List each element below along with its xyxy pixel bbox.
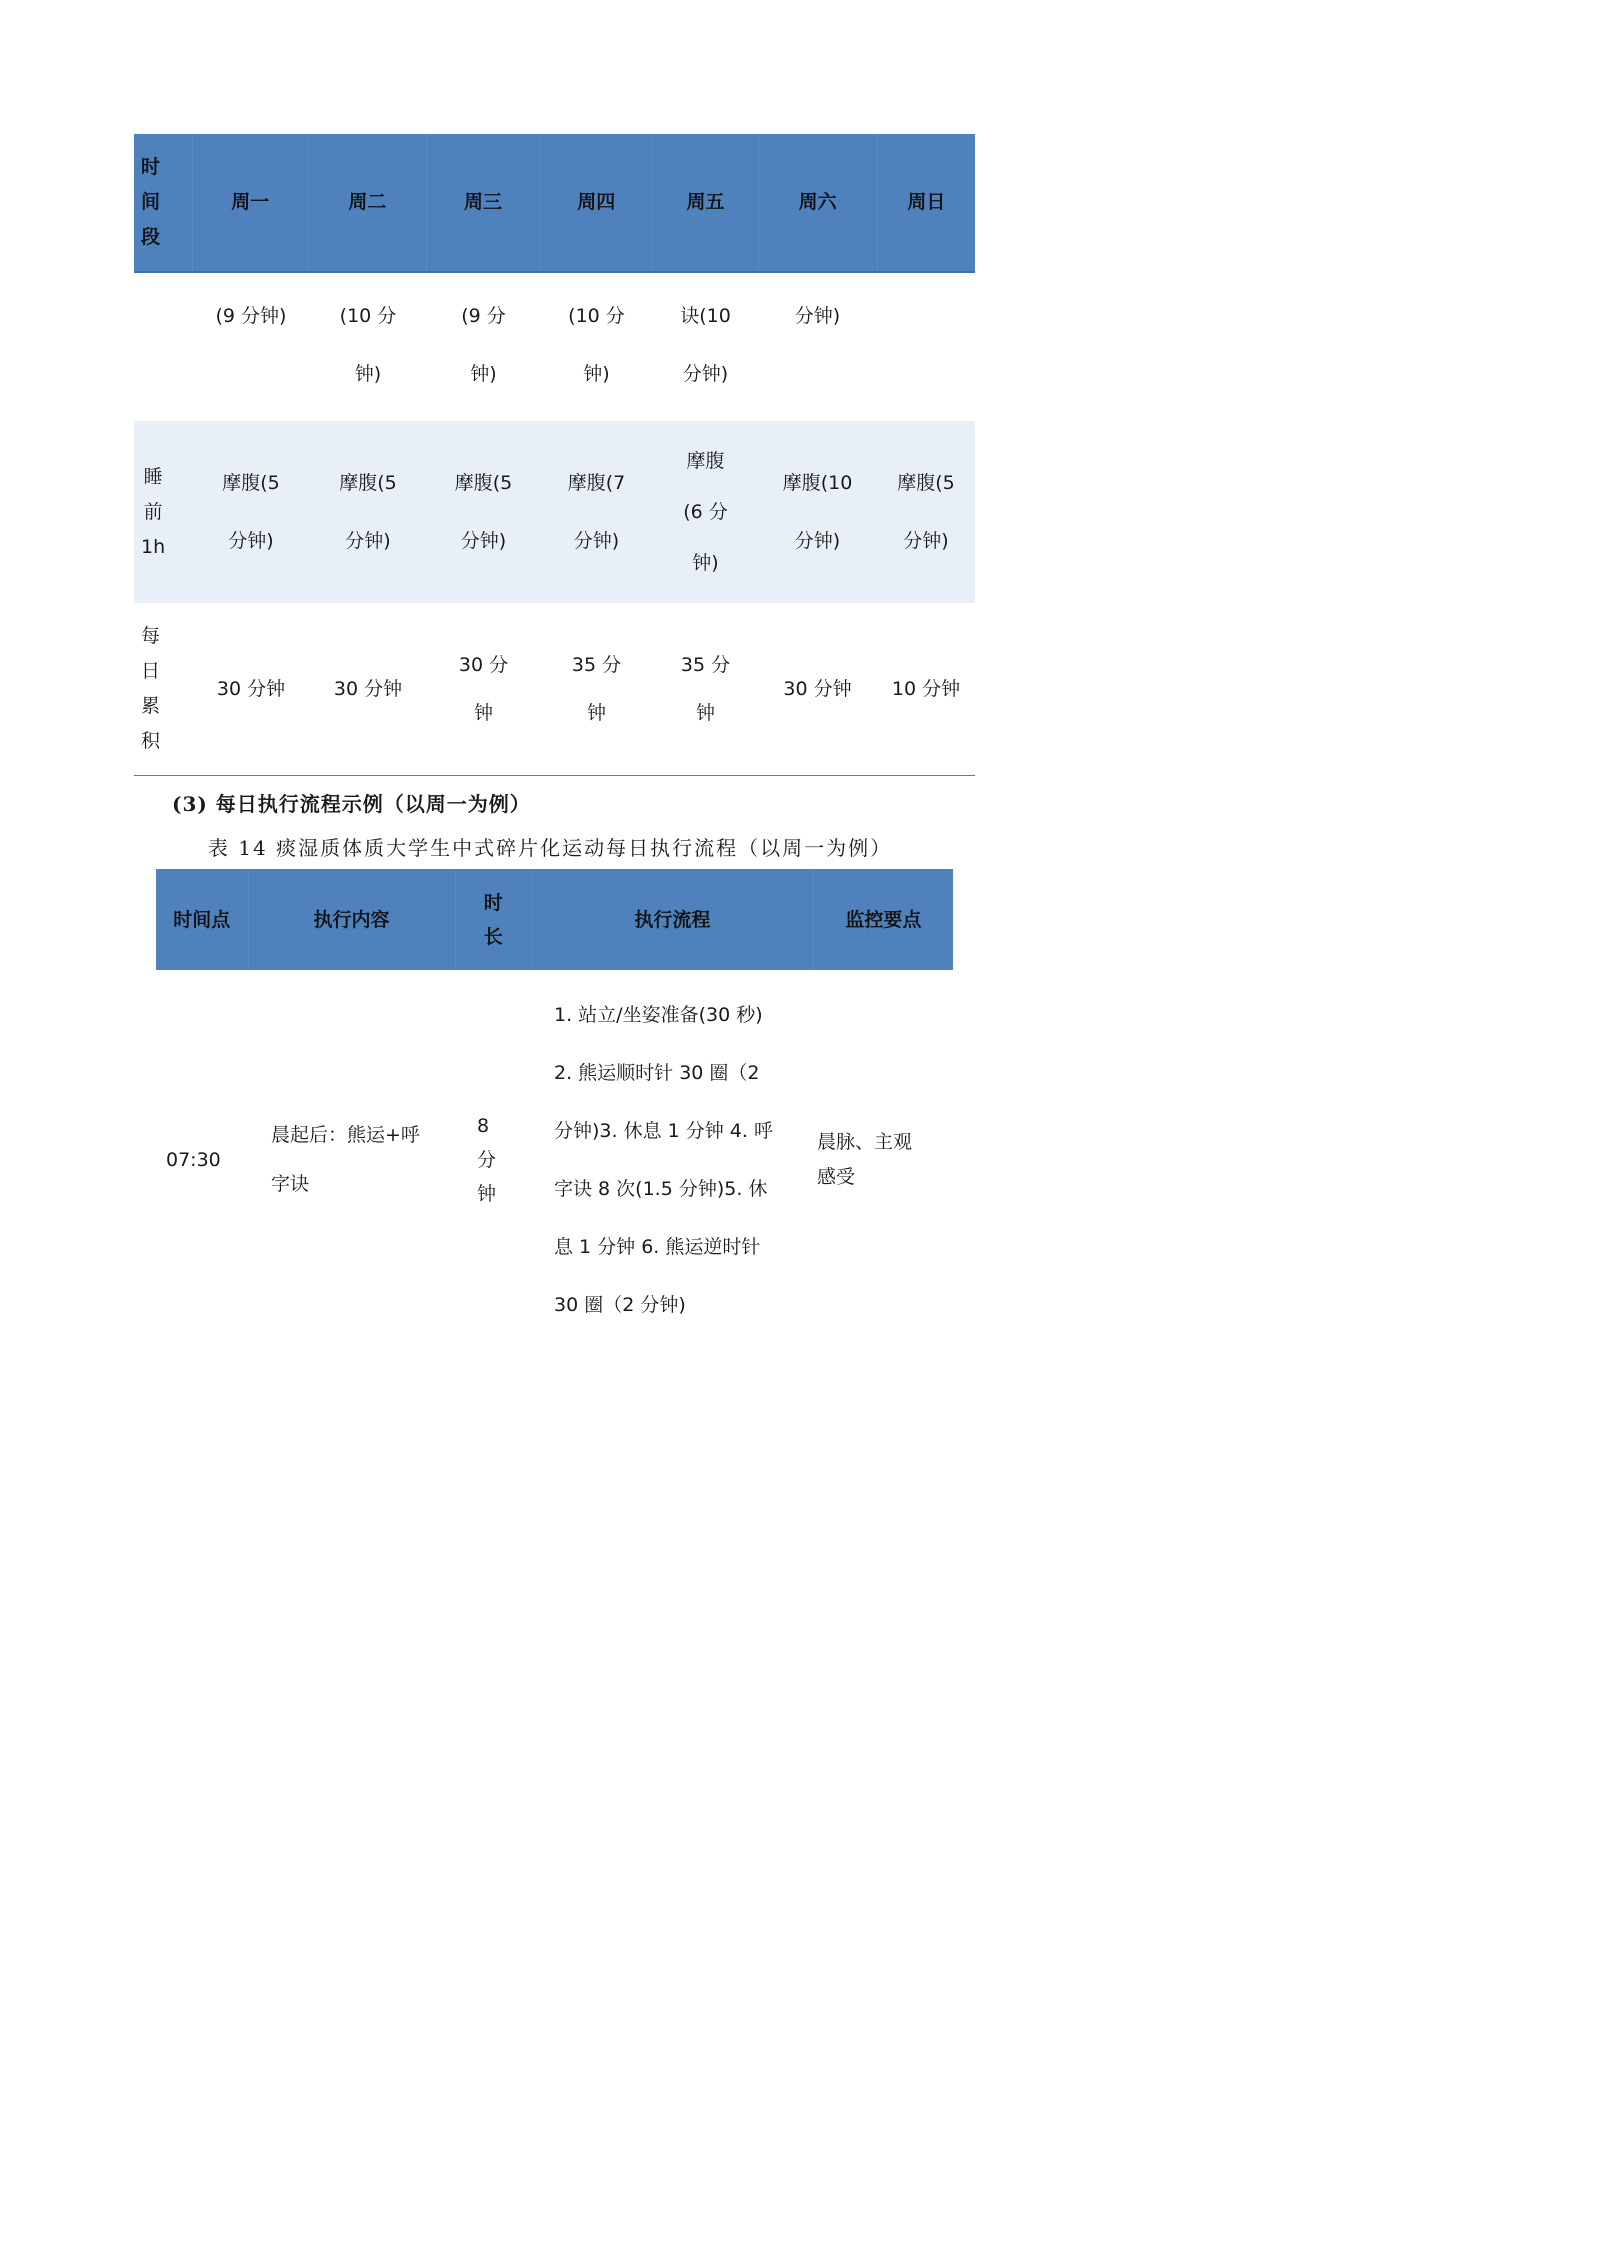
table-row [134,421,975,603]
table-caption: 表 14 痰湿质体质大学生中式碎片化运动每日执行流程（以周一为例） [207,836,893,860]
table-cell: 摩腹(7 分钟) [567,472,626,552]
table-cell: 35 分 钟 [571,654,622,724]
time-cell: 07:30 [166,1149,221,1171]
monitor-cell: 晨脉、主观 感受 [817,1131,913,1188]
flow-cell: 1. 站立/坐姿准备(30 秒) 2. 熊运顺时针 30 圈（2 分钟)3. 休息 1 分钟 4. 呼 字诀 8 次(1.5 分钟)5. 休 息 1 分钟 6. 熊运逆时针 30 圈（2 分钟) [554,1004,773,1316]
table-cell: 35 分 钟 [680,654,731,724]
header-wednesday: 周三 [427,134,540,271]
table-cell: 摩腹(5 分钟) [454,472,513,552]
table-header-row [156,869,953,970]
table-row [134,273,975,421]
table-cell: 30 分 钟 [458,654,509,724]
row-label-before-sleep: 睡 前 1h [141,465,166,558]
header-time-point: 时间点 [156,869,249,970]
header-flow: 执行流程 [532,869,814,970]
header-monday: 周一 [193,134,309,271]
table-cell [134,273,193,421]
table-cell: 30 分钟 [333,678,403,700]
table-cell: 摩腹(10 分钟) [782,472,853,552]
table-header-row [134,134,975,273]
header-friday: 周五 [653,134,758,271]
table-cell: 诀(10 分钟) [680,305,731,385]
weekly-schedule-table [134,134,975,776]
table-cell: 30 分钟 [216,678,286,700]
table-row [134,603,975,776]
table-cell: 分钟) [794,305,841,327]
table-cell: 摩腹 (6 分 钟) [683,449,728,574]
duration-cell: 8 分 钟 [477,1115,497,1205]
table-cell: (9 分 钟) [461,305,506,385]
row-label-daily-total: 每 日 累 积 [141,625,161,752]
table-cell: (10 分 钟) [339,305,397,385]
table-cell: 摩腹(5 分钟) [897,472,955,552]
table-cell: (10 分 钟) [568,305,625,385]
header-thursday: 周四 [540,134,653,271]
table-cell: 10 分钟 [891,678,961,700]
table-row [156,970,953,1350]
table-cell [877,273,975,421]
table-cell: 摩腹(5 分钟) [339,472,397,552]
content-cell: 晨起后：熊运+呼 字诀 [271,1124,420,1195]
header-content: 执行内容 [249,869,456,970]
table-cell: 摩腹(5 分钟) [222,472,280,552]
header-saturday: 周六 [759,134,878,271]
daily-flow-table [156,869,953,1350]
header-monitor: 监控要点 [845,908,922,931]
header-duration: 时 长 [456,869,533,970]
header-time-period: 时 间 段 [134,134,193,271]
table-cell: (9 分钟) [215,305,287,327]
table-cell: 30 分钟 [783,678,852,700]
header-tuesday: 周二 [309,134,427,271]
section-heading: (3) 每日执行流程示例（以周一为例） [172,792,531,816]
header-sunday: 周日 [907,191,946,213]
